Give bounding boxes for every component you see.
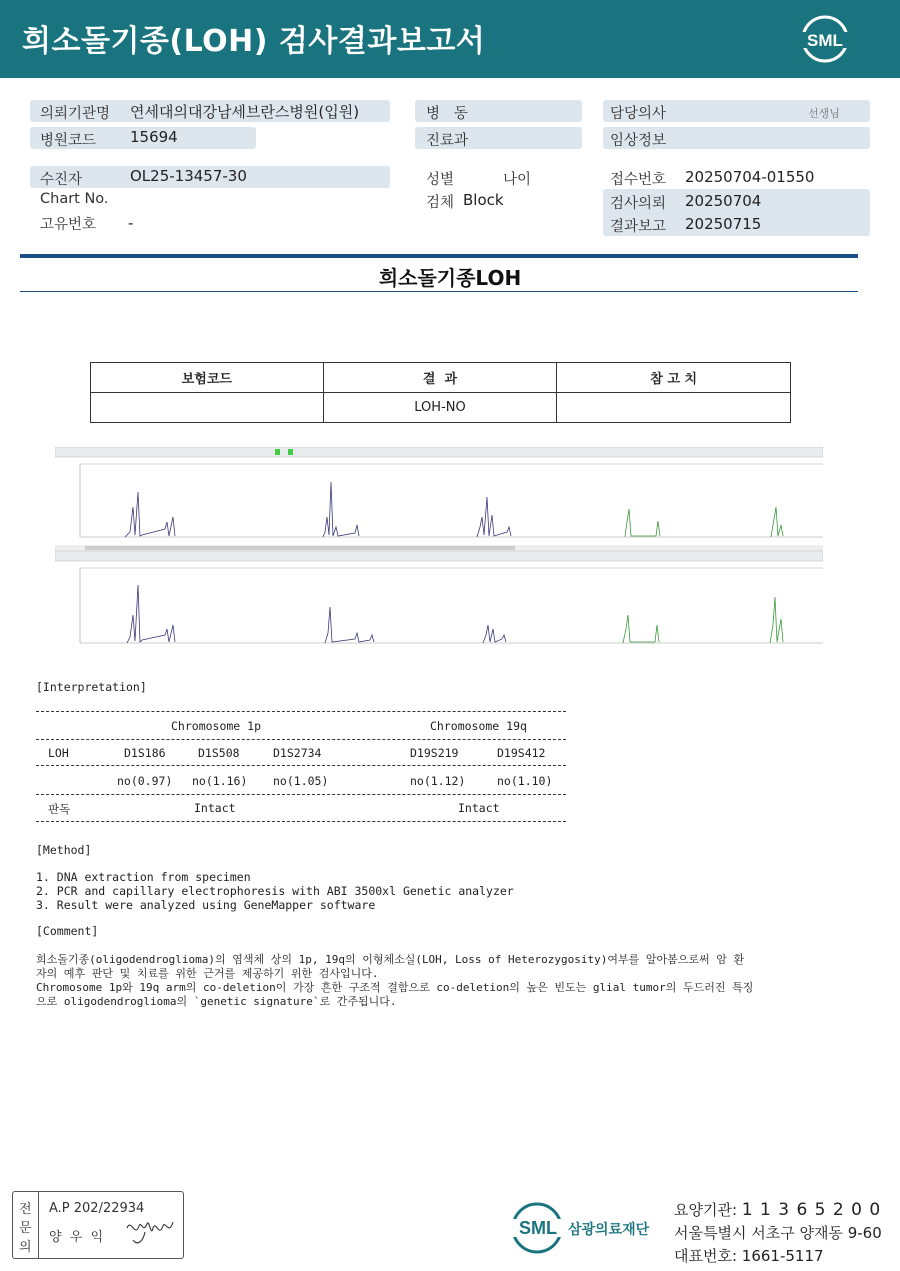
comment-line-4: 으로 oligodendroglioma의 `genetic signature`로 간주됩니다. — [36, 995, 397, 1008]
doctor-suffix: 선생님 — [808, 107, 840, 120]
judgement-1p: Intact — [194, 801, 236, 815]
department-label: 진료과 — [426, 133, 469, 149]
interpretation-label: [Interpretation] — [36, 680, 147, 694]
specialist-stamp — [12, 1191, 184, 1259]
report-date-value: 20250715 — [685, 215, 762, 233]
doctor-label: 담당의사 — [610, 106, 667, 122]
value-d1s2734: no(1.05) — [273, 774, 329, 788]
comment-line-2: 자의 예후 판단 및 치료를 위한 근거를 제공하기 위한 검사입니다. — [36, 967, 379, 980]
phone-label: 대표번호: — [674, 1247, 738, 1265]
stamp-char-1: 전 — [19, 1202, 32, 1217]
judgement-19q: Intact — [458, 801, 500, 815]
value-d1s508: no(1.16) — [192, 774, 248, 788]
stamp-char-3: 의 — [19, 1240, 32, 1255]
patient-value: OL25-13457-30 — [130, 167, 247, 185]
marker-d19s219: D19S219 — [410, 746, 459, 760]
section-title: 희소돌기종LOH — [378, 266, 522, 290]
marker-d1s186: D1S186 — [124, 746, 166, 760]
facility-code-value: 1 1 3 6 5 2 0 0 — [741, 1200, 882, 1220]
interp-divider-3 — [36, 765, 566, 766]
stamp-license: A.P 202/22934 — [49, 1201, 145, 1216]
specimen-label: 검체 — [426, 195, 455, 211]
phone-value: 1661-5117 — [741, 1247, 824, 1265]
report-header — [0, 0, 900, 78]
receipt-label: 접수번호 — [610, 172, 667, 188]
value-d1s186: no(0.97) — [117, 774, 173, 788]
chromosome-19q-header: Chromosome 19q — [430, 719, 527, 733]
facility-code-label: 요양기관: — [674, 1201, 738, 1219]
sml-logo-icon — [800, 14, 850, 64]
svg-text:SML: SML — [519, 1218, 557, 1238]
report-date-label: 결과보고 — [610, 219, 667, 235]
clinical-info-label: 임상정보 — [610, 133, 667, 149]
insurance-code-cell — [91, 393, 324, 423]
chart-no-label: Chart No. — [40, 191, 109, 207]
stamp-name: 양 우 익 — [49, 1230, 104, 1245]
result-header: 결 과 — [323, 363, 557, 393]
section-rule-bottom — [20, 291, 858, 292]
value-d19s412: no(1.10) — [497, 774, 553, 788]
method-line-1: 1. DNA extraction from specimen — [36, 870, 251, 884]
comment-line-3: Chromosome 1p와 19q arm의 co-deletion이 가장 흔한 구조적 결함으로 co-deletion의 높은 빈도는 glial tumor의 두드러진 특징 — [36, 981, 754, 994]
result-cell: LOH-NO — [323, 393, 557, 423]
interp-divider-2 — [36, 739, 566, 740]
section-rule-top — [20, 254, 858, 258]
marker-d19s412: D19S412 — [497, 746, 546, 760]
method-line-2: 2. PCR and capillary electrophoresis with ABI 3500xl Genetic analyzer — [36, 884, 514, 898]
comment-label: [Comment] — [36, 924, 99, 938]
sml-footer-logo-icon — [510, 1198, 670, 1260]
result-table — [90, 362, 791, 423]
reference-header: 참 고 치 — [557, 363, 791, 393]
comment-line-1: 희소돌기종(oligodendroglioma)의 염색체 상의 1p, 19q의 이형체소실(LOH, Loss of Heterozygosity)여부를 알아봄으로써 암 환 — [36, 953, 745, 966]
reference-cell — [557, 393, 791, 423]
patient-label: 수진자 — [40, 172, 83, 188]
age-label: 나이 — [503, 172, 532, 188]
marker-d1s508: D1S508 — [198, 746, 240, 760]
marker-d1s2734: D1S2734 — [273, 746, 322, 760]
footer-phone — [674, 1245, 824, 1266]
ward-label: 병 동 — [426, 106, 468, 122]
svg-text:삼광의료재단: 삼광의료재단 — [568, 1222, 650, 1238]
report-title: 희소돌기종(LOH) 검사결과보고서 — [22, 24, 486, 59]
stamp-side — [13, 1192, 39, 1258]
insurance-code-header: 보험코드 — [91, 363, 324, 393]
sex-label: 성별 — [426, 172, 455, 188]
stamp-char-2: 문 — [19, 1221, 32, 1236]
unique-no-label: 고유번호 — [40, 217, 97, 233]
interp-divider-4 — [36, 794, 566, 795]
electropherogram-image — [55, 447, 823, 647]
signature-icon — [123, 1208, 181, 1248]
facility-code — [674, 1199, 881, 1220]
specimen-value: Block — [463, 191, 504, 209]
hospital-code-value: 15694 — [130, 128, 178, 146]
method-line-3: 3. Result were analyzed using GeneMapper software — [36, 898, 376, 912]
footer-address: 서울특별시 서초구 양재동 9-60 — [674, 1224, 882, 1242]
hospital-code-label: 병원코드 — [40, 133, 97, 149]
judgement-label: 판독 — [48, 802, 71, 816]
loh-row-label: LOH — [48, 746, 69, 760]
institution-label: 의뢰기관명 — [40, 106, 111, 122]
svg-text:SML: SML — [807, 31, 843, 50]
chromosome-1p-header: Chromosome 1p — [171, 719, 262, 733]
value-d19s219: no(1.12) — [410, 774, 466, 788]
unique-no-value: - — [128, 214, 134, 232]
request-value: 20250704 — [685, 192, 762, 210]
institution-value: 연세대의대강남세브란스병원(입원) — [130, 103, 360, 121]
interp-divider-1 — [36, 711, 566, 712]
method-label: [Method] — [36, 843, 92, 857]
receipt-value: 20250704-01550 — [685, 168, 815, 186]
request-label: 검사의뢰 — [610, 196, 667, 212]
interp-divider-5 — [36, 821, 566, 822]
